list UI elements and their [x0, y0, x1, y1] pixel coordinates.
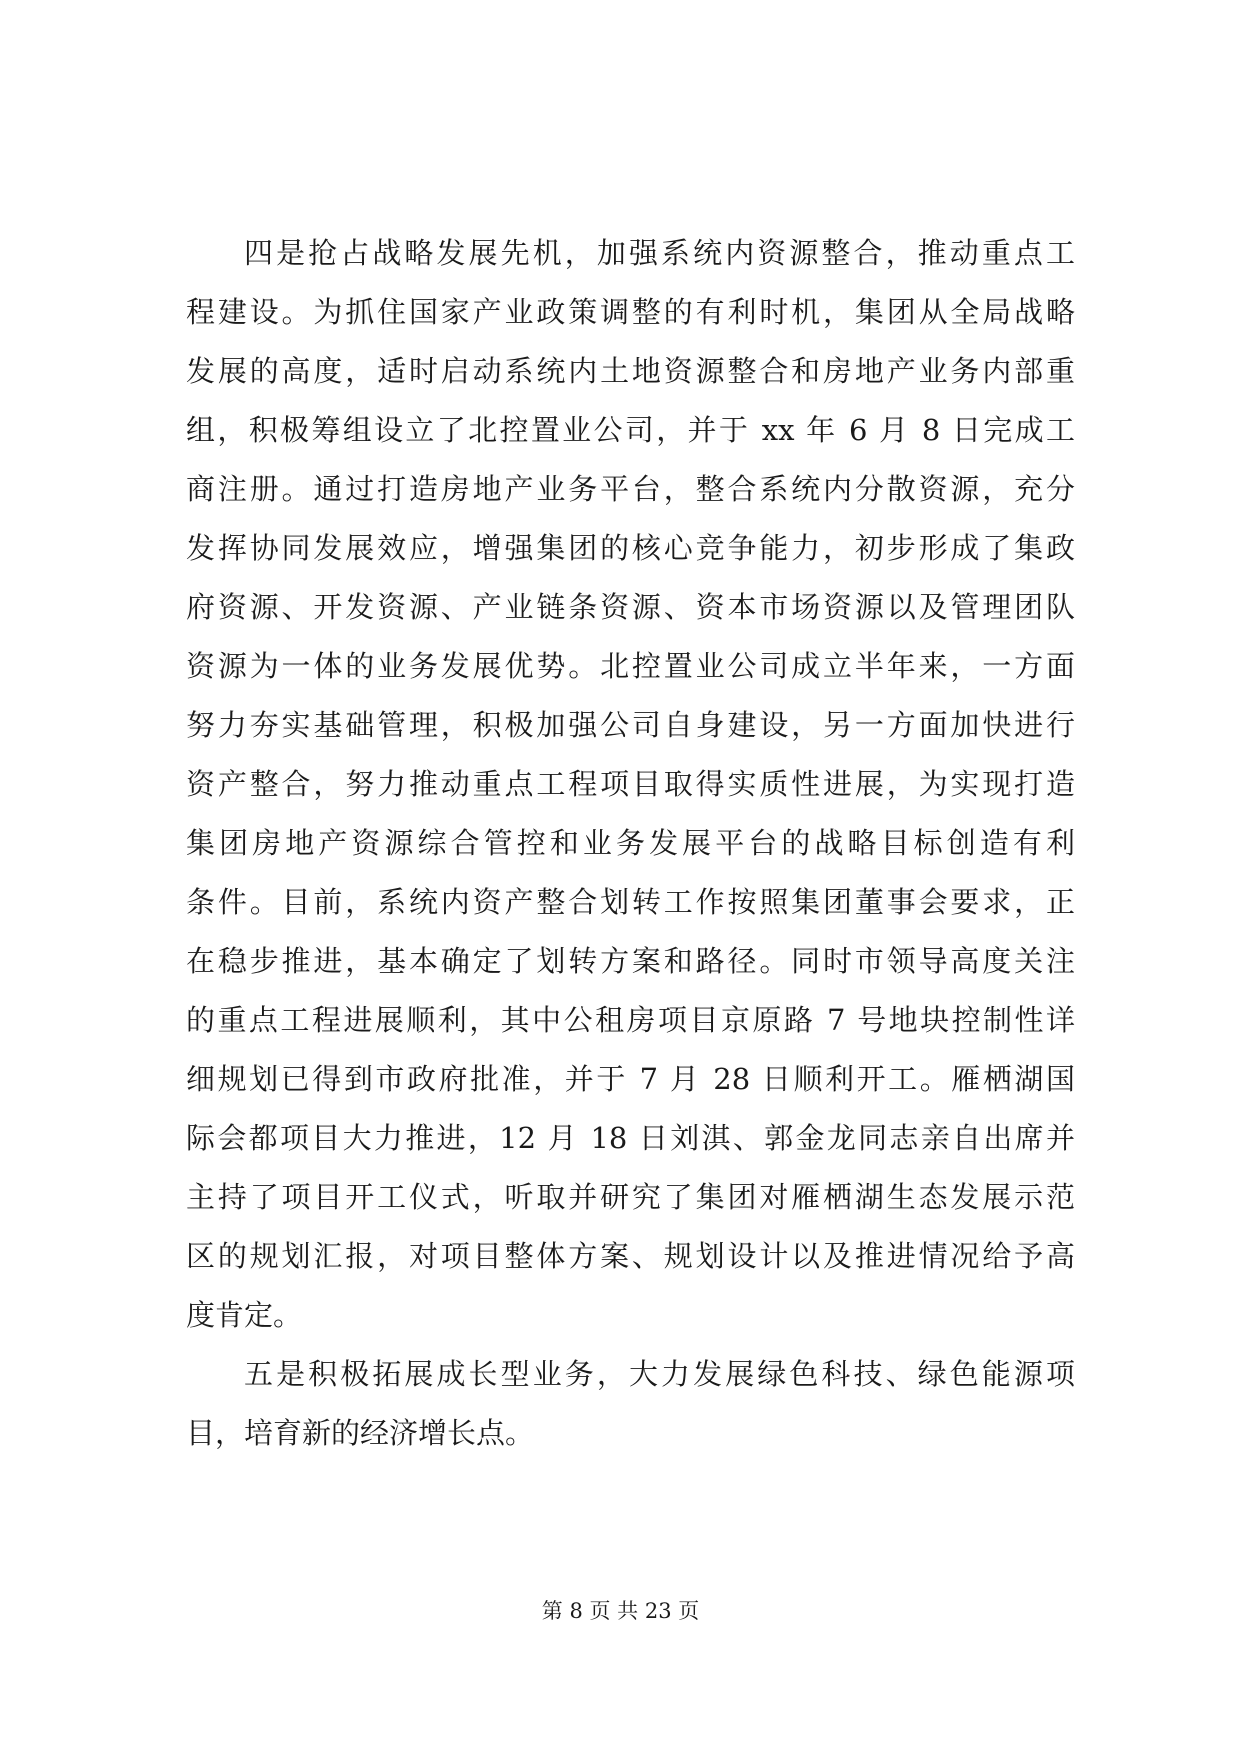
paragraph-line: 集团房地产资源综合管控和业务发展平台的战略目标创造有利	[186, 826, 1075, 860]
paragraph-line: 细规划已得到市政府批准，并于 7 月 28 日顺利开工。雁栖湖国	[186, 1062, 1075, 1096]
paragraph-line: 商注册。通过打造房地产业务平台，整合系统内分散资源，充分	[186, 472, 1075, 506]
paragraph-line: 的重点工程进展顺利，其中公租房项目京原路 7 号地块控制性详	[186, 1003, 1075, 1037]
page-number-footer: 第 8 页 共 23 页	[541, 1599, 700, 1623]
paragraph-line: 发挥协同发展效应，增强集团的核心竞争能力，初步形成了集政	[186, 531, 1075, 565]
paragraph-line: 资源为一体的业务发展优势。北控置业公司成立半年来，一方面	[186, 649, 1075, 683]
paragraph-line: 目，培育新的经济增长点。	[186, 1416, 535, 1450]
paragraph-5	[186, 1345, 1075, 1463]
paragraph-line: 府资源、开发资源、产业链条资源、资本市场资源以及管理团队	[186, 590, 1075, 624]
paragraph-line: 组，积极筹组设立了北控置业公司，并于 xx 年 6 月 8 日完成工	[186, 413, 1075, 447]
paragraph-line: 际会都项目大力推进，12 月 18 日刘淇、郭金龙同志亲自出席并	[186, 1121, 1075, 1155]
paragraph-line: 度肯定。	[186, 1298, 303, 1332]
paragraph-line: 区的规划汇报，对项目整体方案、规划设计以及推进情况给予高	[186, 1239, 1075, 1273]
paragraph-line: 程建设。为抓住国家产业政策调整的有利时机，集团从全局战略	[186, 295, 1075, 329]
paragraph-line: 资产整合，努力推动重点工程项目取得实质性进展，为实现打造	[186, 767, 1075, 801]
paragraph-line: 五是积极拓展成长型业务，大力发展绿色科技、绿色能源项	[244, 1357, 1075, 1391]
paragraph-line: 四是抢占战略发展先机，加强系统内资源整合，推动重点工	[244, 236, 1075, 270]
paragraph-line: 在稳步推进，基本确定了划转方案和路径。同时市领导高度关注	[186, 944, 1075, 978]
paragraph-line: 努力夯实基础管理，积极加强公司自身建设，另一方面加快进行	[186, 708, 1075, 742]
paragraph-line: 条件。目前，系统内资产整合划转工作按照集团董事会要求，正	[186, 885, 1075, 919]
paragraph-line: 主持了项目开工仪式，听取并研究了集团对雁栖湖生态发展示范	[186, 1180, 1075, 1214]
paragraph-line: 发展的高度，适时启动系统内土地资源整合和房地产业务内部重	[186, 354, 1075, 388]
paragraph-4	[186, 224, 1075, 1345]
document-body	[186, 224, 1075, 1463]
